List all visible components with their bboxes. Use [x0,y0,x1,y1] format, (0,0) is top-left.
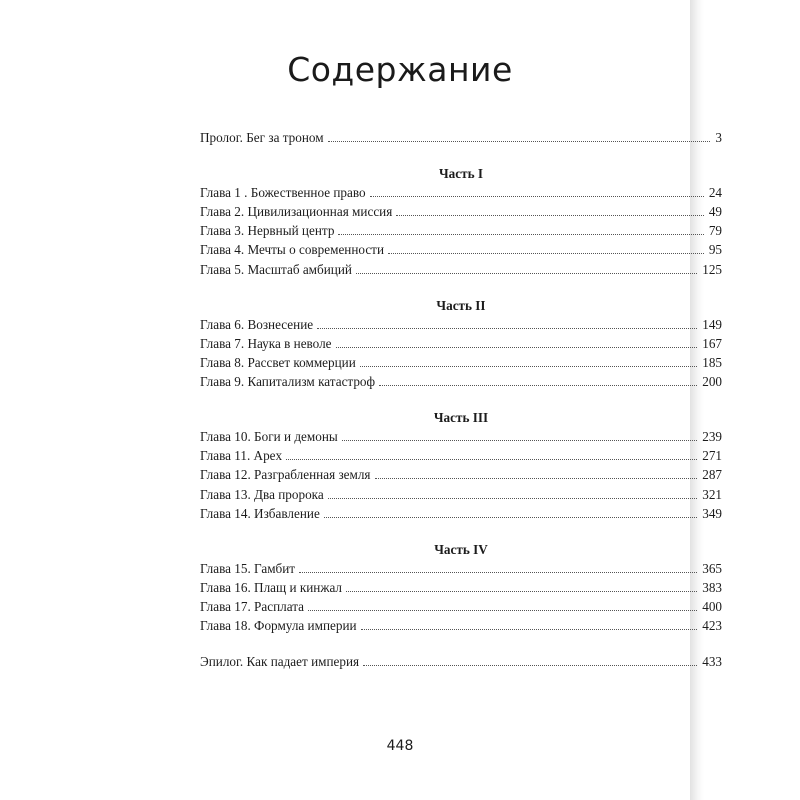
toc-entry-page: 185 [702,354,722,370]
dot-leader [338,234,703,235]
toc-entry-label: Глава 11. Apex [200,448,283,464]
toc-entry-label: Глава 13. Два пророка [200,486,324,502]
toc-entry-label: Глава 14. Избавление [200,505,320,521]
dot-leader [328,498,697,499]
toc-entry [200,315,722,334]
dot-leader [360,366,697,367]
toc-entry-label: Глава 2. Цивилизационная миссия [200,204,393,220]
dot-leader [286,459,697,460]
toc-entry-label: Глава 6. Вознесение [200,316,314,332]
dot-leader [396,215,704,216]
toc-entry-label: Глава 17. Расплата [200,598,305,614]
toc-entry-page: 95 [708,242,722,258]
toc-entry [200,202,722,221]
toc-entry [200,183,722,202]
toc-entry-label: Глава 3. Нервный центр [200,223,335,239]
toc-entry-label: Эпилог. Как падает империя [200,654,360,670]
toc-entry-page: 383 [702,579,722,595]
page-title: Содержание [287,50,513,89]
toc-entry-page: 167 [702,335,722,351]
toc-entry-page: 24 [708,185,722,201]
dot-leader [299,572,697,573]
toc-entry [200,372,722,391]
toc-entry-page: 239 [702,429,722,445]
toc-entry-label: Глава 5. Масштаб амбиций [200,261,352,277]
toc-entry [200,578,722,597]
toc-entry [200,485,722,504]
dot-leader [361,629,698,630]
toc-entry-page: 149 [702,316,722,332]
toc-entry-label: Глава 9. Капитализм катастроф [200,374,376,390]
toc-entry [200,465,722,484]
toc-entry-label: Пролог. Бег за троном [200,130,324,145]
dot-leader [375,478,698,479]
dot-leader [308,610,697,611]
dot-leader [370,196,704,197]
toc-entry-page: 49 [708,204,722,220]
table-of-contents [200,128,722,671]
toc-entry-label: Глава 15. Гамбит [200,560,296,576]
toc-entry-page: 400 [702,598,722,614]
toc-entry-page: 321 [702,486,722,502]
part-heading: Часть III [433,410,489,426]
dot-leader [324,517,697,518]
toc-entry-page: 423 [702,618,722,634]
part-heading: Часть IV [434,541,488,557]
toc-entry [200,240,722,259]
toc-entry-page: 3 [715,130,722,145]
toc-entry-prologue [200,128,722,147]
toc-entry-label: Глава 16. Плащ и кинжал [200,579,342,595]
dot-leader [342,440,697,441]
dot-leader [388,253,704,254]
toc-entry-label: Глава 12. Разграбленная земля [200,467,371,483]
dot-leader [336,347,698,348]
toc-entry-label: Глава 10. Боги и демоны [200,429,338,445]
dot-leader [346,591,697,592]
toc-entry-label: Глава 8. Рассвет коммерции [200,354,356,370]
part-heading: Часть I [438,166,483,182]
dot-leader [363,665,697,666]
book-page [110,0,722,800]
toc-entry-label: Глава 1 . Божественное право [200,185,366,201]
toc-entry [200,616,722,635]
dot-leader [317,328,697,329]
toc-entry-page: 287 [702,467,722,483]
dot-leader [379,385,697,386]
toc-entry-page: 365 [702,560,722,576]
part-heading: Часть II [436,297,486,313]
toc-entry-page: 79 [708,223,722,239]
toc-entry [200,597,722,616]
dot-leader [356,273,697,274]
toc-entry-label: Глава 7. Наука в неволе [200,335,332,351]
dot-leader [328,141,711,142]
toc-entry [200,504,722,523]
toc-entry [200,446,722,465]
toc-entry [200,353,722,372]
toc-entry-label: Глава 18. Формула империи [200,618,357,634]
toc-entry-page: 125 [702,261,722,277]
toc-entry-epilogue [200,652,722,671]
toc-entry-page: 200 [702,374,722,390]
toc-entry-page: 433 [702,654,722,670]
toc-entry-page: 271 [702,448,722,464]
toc-entry-page: 349 [702,505,722,521]
toc-entry [200,260,722,279]
toc-entry [200,427,722,446]
toc-entry [200,221,722,240]
page-number: 448 [386,738,414,754]
toc-entry [200,559,722,578]
toc-entry-label: Глава 4. Мечты о современности [200,242,385,258]
toc-entry [200,334,722,353]
